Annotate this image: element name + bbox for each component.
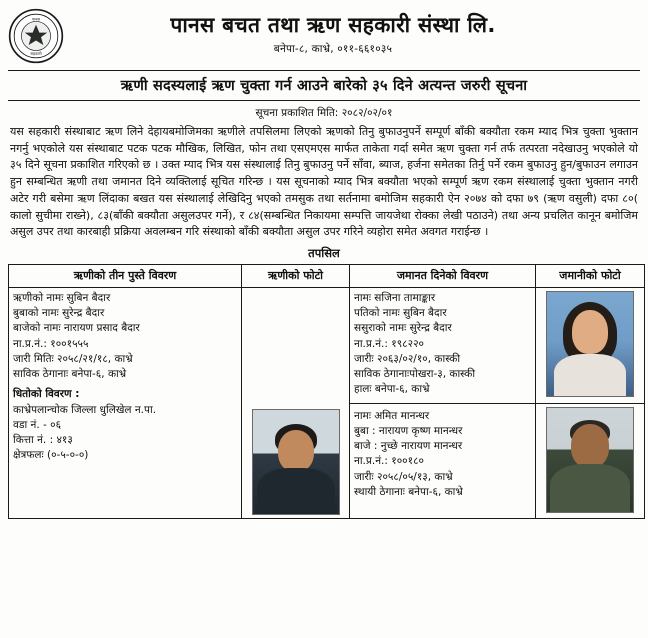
guarantor-2-citizenship-number: ना.प्र.नं.: १००१८०	[354, 455, 424, 468]
guarantor-1-photo-cell	[536, 287, 645, 403]
column-header-guarantor-details: जमानत दिनेको विवरण	[350, 265, 536, 288]
header-text-block	[64, 6, 642, 56]
borrower-issue-date: जारी मितिः २०५८/२१/१८, काभ्रे	[13, 352, 133, 365]
details-table	[8, 264, 645, 519]
publication-date-value: २०८२/०२/०१	[341, 107, 393, 119]
guarantor-2-grandfather-name: बाजे : नुच्छे नारायण मानन्धर	[354, 440, 463, 453]
column-header-borrower-photo: ऋणीको फोटो	[242, 265, 350, 288]
collateral-plot-number: कित्ता नं. : ४१३	[13, 433, 73, 446]
guarantor-2-photo	[546, 407, 634, 513]
publication-date-line	[6, 106, 642, 120]
photo-face-shape	[572, 310, 608, 354]
collateral-ward-number: वडा नं. - ०६	[13, 418, 62, 431]
photo-face-shape	[571, 424, 609, 468]
guarantor-1-father-in-law-name: ससुराको नामः सुरेन्द्र बैदार	[354, 322, 452, 335]
borrower-photo	[252, 409, 340, 515]
borrower-photo-cell	[242, 287, 350, 518]
guarantor-1-citizenship-number: ना.प्र.नं.: १९८२२०	[354, 337, 424, 350]
table-header-row	[9, 265, 645, 288]
guarantor-2-photo-cell	[536, 403, 645, 518]
guarantor-2-details-cell	[350, 403, 536, 518]
photo-body-shape	[550, 464, 630, 513]
notice-title-band	[8, 70, 640, 101]
collateral-municipality: काभ्रेपलान्चोक जिल्ला धुलिखेल न.पा.	[13, 403, 157, 416]
borrower-name: ऋणीको नामः सुबिन बैदार	[13, 291, 111, 304]
svg-text:सहकारी: सहकारी	[30, 51, 42, 57]
photo-body-shape	[554, 354, 626, 397]
guarantor-2-name: नामः अमित मानन्धर	[354, 409, 430, 422]
photo-body-shape	[257, 468, 335, 515]
collateral-area: क्षेत्रफलः (०-५-०-०)	[13, 449, 89, 462]
table-row	[9, 287, 645, 403]
notice-paragraph: यस सहकारी संस्थाबाट ऋण लिने देहायबमोजिमका ऋणीले तपसिलमा लिएको ऋणको तिनु बुफाउनुपर्ने सम्पूर्ण बाँकी बक्यौता रकम म्याद भित्र चुक्ता भुक्तान नगर्नु भएकोले यस संस्थाबाट पटक पटक मौखिक, लिखित, फोन तथा एसएमएस मार्फत ताकेता गर्दा समेत ऋण चुक्ता गर्न तर्फ तत्परता नदेखाउनु भएकोले यो ३५ दिने सूचना प्रकाशित गरिएको छ । उक्त म्याद भित्र यस संस्थालाई तिनु बुफाउनु पर्ने साँवा, ब्याज, हर्जना समेतका तिर्नु पर्ने रकम बुफाउनु हुन/बुफाउन लगाउन हुन सम्बन्धित ऋणी तथा जमानत दिने व्यक्तिलाई सूचित गरिन्छ । यस सूचनाको म्याद भित्र बक्यौता भएको सम्पूर्ण ऋण रकम संस्थालाई चुक्ता भुक्तान नगरी अटेर गरी बसेमा ऋण लिंदाका बखत यस संस्थालाई लेखिदिनु भएको तमसुक तथा सर्तनामा बमोजिम सहकारी ऐन २०७४ को दफा ७९ (ऋण वसुली) दफा ८०( कालो सुचीमा राख्ने), ८३(बाँकी बक्यौता असुलउपर गर्ने), र ८४(सम्बन्धित निकायमा सम्पत्ति जायजेथा रोक्का लेखी पठाउने) तथा अन्य प्रचलित कानून बमोजिम असुल उपर तथा कारबाही प्रक्रिया अवलम्बन गरि संस्थाको बाँकी बक्यौता असुल उपर गरिने व्यहोरा समेत अवगत गराईन्छ ।	[10, 125, 638, 239]
borrower-grandfather-name: बाजेको नामः नारायण प्रसाद बैदार	[13, 322, 140, 335]
seal-logo-icon	[8, 8, 64, 64]
document-header	[6, 4, 642, 64]
tapasil-heading: तपसिल	[308, 246, 340, 261]
publication-date-label: सूचना प्रकाशित मिति:	[255, 107, 339, 119]
notice-body	[8, 124, 640, 241]
collateral-heading: धितोको विवरण :	[13, 388, 80, 401]
guarantor-2-father-name: बुबा : नारायण कृष्ण मानन्धर	[354, 424, 463, 437]
guarantor-2-issue-date: जारीः २०५८/०५/१३, काभ्रे	[354, 470, 453, 483]
borrower-address: साविक ठेगानाः बनेपा-६, काभ्रे	[13, 368, 127, 381]
guarantor-1-name: नामः सजिना तामाङ्कार	[354, 291, 436, 304]
organization-address: बनेपा-८, काभ्रे, ०११-६६१०३५	[273, 43, 393, 56]
guarantor-1-issue-date: जारीः २०६३/०२/१०, कास्की	[354, 352, 461, 365]
column-header-borrower-details: ऋणीको तीन पुस्ते विवरण	[9, 265, 242, 288]
borrower-father-name: बुबाको नामः सुरेन्द्र बैदार	[13, 307, 105, 320]
guarantor-1-current-address: हालः बनेपा-६, काभ्रे	[354, 383, 430, 396]
svg-text:पानस: पानस	[31, 16, 41, 22]
guarantor-1-permanent-address: साविक ठेगानाःपोखरा-३, कास्की	[354, 368, 476, 381]
guarantor-2-permanent-address: स्थायी ठेगानाः बनेपा-६, काभ्रे	[354, 485, 463, 498]
photo-face-shape	[278, 430, 314, 472]
borrower-details-cell	[9, 287, 242, 518]
column-header-guarantor-photo: जमानीको फोटो	[536, 265, 645, 288]
guarantor-1-details-cell	[350, 287, 536, 403]
guarantor-1-photo	[546, 291, 634, 397]
borrower-citizenship-number: ना.प्र.नं.: १००१५५५	[13, 337, 89, 350]
guarantor-1-husband-name: पतिको नामः सुबिन बैदार	[354, 307, 447, 320]
notice-title: ऋणी सदस्यलाई ऋण चुक्ता गर्न आउने बारेको ३५ दिने अत्यन्त जरुरी सूचना	[120, 78, 528, 94]
organization-name: पानस बचत तथा ऋण सहकारी संस्था लि.	[170, 13, 496, 37]
